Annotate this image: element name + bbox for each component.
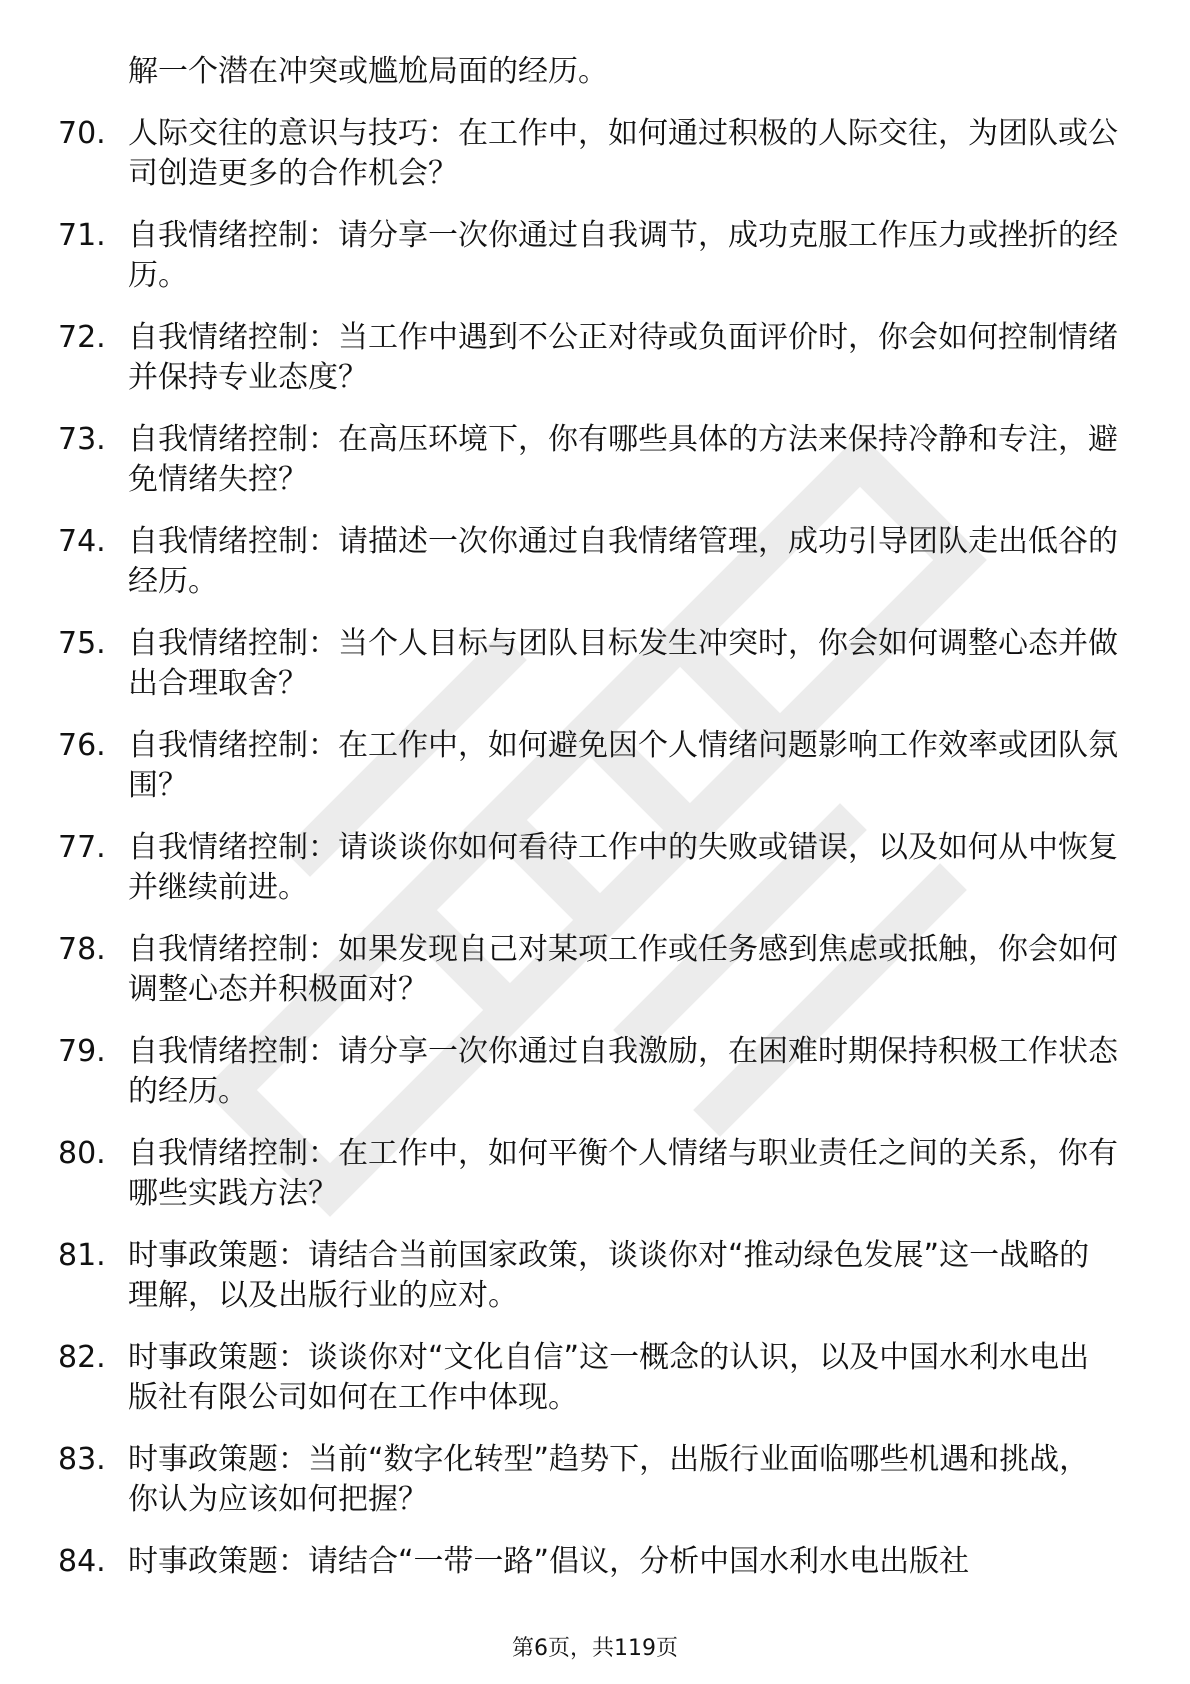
item-number: 71. [58,218,106,253]
list-item [0,624,1190,704]
item-number: 70. [58,116,106,151]
list-item [0,114,1190,194]
list-item [0,1134,1190,1214]
item-text: 解一个潜在冲突或尴尬局面的经历。 [128,54,608,89]
list-item [0,420,1190,500]
item-text: 自我情绪控制：在工作中，如何避免因个人情绪问题影响工作效率或团队氛围？ [128,728,1118,803]
item-number: 82. [58,1340,106,1375]
list-item [0,1440,1190,1520]
item-text: 自我情绪控制：请分享一次你通过自我激励，在困难时期保持积极工作状态的经历。 [128,1034,1118,1109]
item-number: 73. [58,422,106,457]
item-text: 自我情绪控制：如果发现自己对某项工作或任务感到焦虑或抵触，你会如何调整心态并积极面对？ [128,932,1118,1007]
list-item [0,1542,1190,1582]
list-item [0,930,1190,1010]
list-item [0,318,1190,398]
list-item [0,522,1190,602]
item-number: 75. [58,626,106,661]
list-item [0,828,1190,908]
list-item [0,1338,1190,1418]
item-text: 人际交往的意识与技巧：在工作中，如何通过积极的人际交往，为团队或公司创造更多的合作机会？ [128,116,1118,191]
item-text: 自我情绪控制：请描述一次你通过自我情绪管理，成功引导团队走出低谷的经历。 [128,524,1118,599]
list-item [0,1236,1190,1316]
item-text: 自我情绪控制：当个人目标与团队目标发生冲突时，你会如何调整心态并做出合理取舍？ [128,626,1118,701]
item-number: 78. [58,932,106,967]
item-text: 自我情绪控制：请分享一次你通过自我调节，成功克服工作压力或挫折的经历。 [128,218,1118,293]
item-number: 74. [58,524,106,559]
item-number: 84. [58,1544,106,1579]
item-text: 时事政策题：谈谈你对“文化自信”这一概念的认识，以及中国水利水电出版社有限公司如何在工作中体现。 [128,1340,1090,1415]
item-number: 83. [58,1442,106,1477]
page-footer: 第6页，共119页 [512,1636,678,1661]
question-list [0,52,1190,1604]
item-number: 72. [58,320,106,355]
item-number: 81. [58,1238,106,1273]
item-text: 自我情绪控制：在高压环境下，你有哪些具体的方法来保持冷静和专注，避免情绪失控？ [128,422,1118,497]
item-text: 时事政策题：请结合“一带一路”倡议，分析中国水利水电出版社 [128,1544,970,1579]
item-text: 时事政策题：请结合当前国家政策，谈谈你对“推动绿色发展”这一战略的理解，以及出版行业的应对。 [128,1238,1090,1313]
item-text: 自我情绪控制：请谈谈你如何看待工作中的失败或错误，以及如何从中恢复并继续前进。 [128,830,1118,905]
item-text: 自我情绪控制：在工作中，如何平衡个人情绪与职业责任之间的关系，你有哪些实践方法？ [128,1136,1118,1211]
list-item [0,1032,1190,1112]
item-text: 自我情绪控制：当工作中遇到不公正对待或负面评价时，你会如何控制情绪并保持专业态度？ [128,320,1118,395]
list-item [0,726,1190,806]
item-number: 76. [58,728,106,763]
item-text: 时事政策题：当前“数字化转型”趋势下，出版行业面临哪些机遇和挑战，你认为应该如何把握？ [128,1442,1090,1517]
list-item-continuation [0,52,1190,92]
list-item [0,216,1190,296]
item-number: 80. [58,1136,106,1171]
item-number: 77. [58,830,106,865]
item-number: 79. [58,1034,106,1069]
